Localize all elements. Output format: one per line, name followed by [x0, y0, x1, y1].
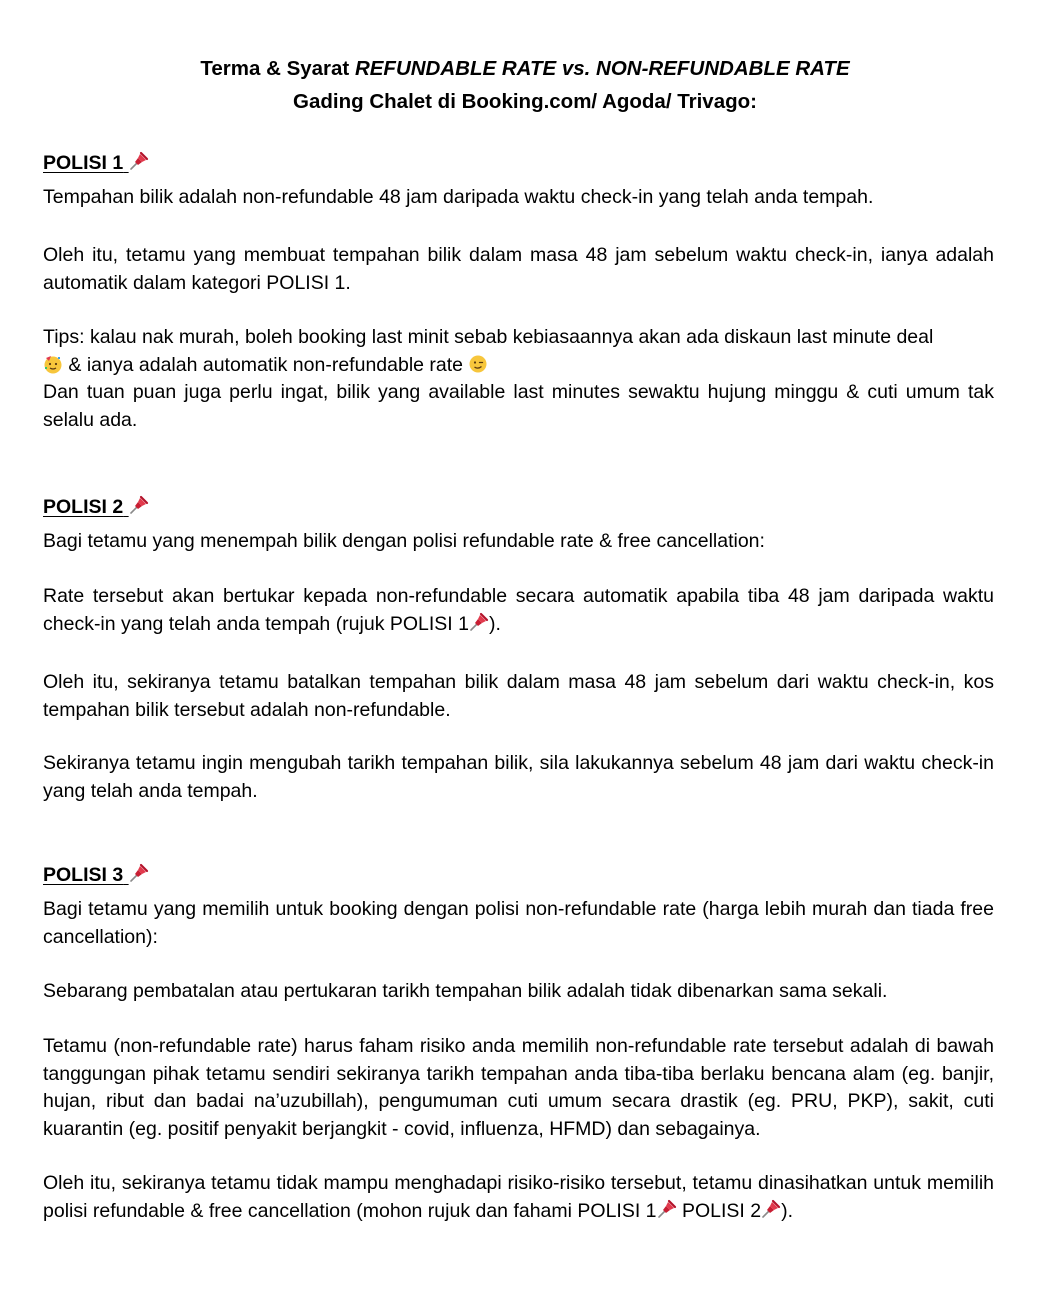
policy1-heading: POLISI 1	[43, 150, 149, 178]
policy3-paragraph-1: Bagi tetamu yang memilih untuk booking dengan polisi non-refundable rate (harga lebih murah dan tiada free cancellation):	[43, 898, 994, 948]
policy2-paragraph-3: Oleh itu, sekiranya tetamu batalkan tempahan bilik dalam masa 48 jam sebelum dari waktu check-in, kos tempahan bilik tersebut adalah non-refundable.	[43, 671, 994, 721]
policy1-paragraph-2: Oleh itu, tetamu yang membuat tempahan bilik dalam masa 48 jam sebelum waktu check-in, ianya adalah automatik dalam kategori POLISI 1.	[43, 244, 994, 294]
pushpin-icon	[761, 1199, 781, 1219]
pushpin-icon	[129, 495, 149, 515]
policy3-paragraph-2: Sebarang pembatalan atau pertukaran tarikh tempahan bilik adalah tidak dibenarkan sama sekali.	[43, 980, 888, 1002]
policy3-paragraph-4: Oleh itu, sekiranya tetamu tidak mampu menghadapi risiko-risiko tersebut, tetamu dinasihatkan untuk memilih polisi refundable & free cancellation (mohon rujuk dan fahami POLISI 1 POLISI 2 ).	[43, 1172, 994, 1222]
pushpin-icon	[469, 612, 489, 632]
policy2-paragraph-2: Rate tersebut akan bertukar kepada non-refundable secara automatik apabila tiba 48 jam daripada waktu check-in yang telah anda tempah (rujuk POLISI 1 ).	[43, 585, 994, 635]
policy1-tips: Tips: kalau nak murah, boleh booking last minit sebab kebiasaannya akan ada diskaun last minute deal & ianya adalah automatik non-refundable rate Dan tuan puan juga perlu ingat, bilik yang available last minutes sewaktu hujung minggu & cuti umum tak selalu ada.	[43, 326, 994, 431]
policy2-paragraph-1: Bagi tetamu yang menempah bilik dengan polisi refundable rate & free cancellation:	[43, 530, 765, 552]
document-title-line2: Gading Chalet di Booking.com/ Agoda/ Trivago:	[293, 90, 757, 113]
winking-face-icon	[468, 354, 488, 374]
policy3-paragraph-3: Tetamu (non-refundable rate) harus faham risiko anda memilih non-refundable rate tersebut adalah di bawah tanggungan pihak tetamu sendiri sekiranya tarikh tempahan anda tiba-tiba berlaku bencana alam (eg. banjir, hujan, ribut dan badai na’uzubillah), pengumuman cuti umum secara drastik (eg. PRU, PKP), sakit, cuti kuarantin (eg. positif penyakit berjangkit - covid, influenza, HFMD) dan sebagainya.	[43, 1035, 994, 1140]
title-italic-text: REFUNDABLE RATE vs. NON-REFUNDABLE RATE	[354, 57, 850, 80]
pushpin-icon	[129, 151, 149, 171]
policy3-heading: POLISI 3	[43, 862, 149, 890]
pushpin-icon	[657, 1199, 677, 1219]
partying-face-icon	[43, 354, 63, 374]
policy2-heading: POLISI 2	[43, 494, 149, 522]
pushpin-icon	[129, 863, 149, 883]
policy1-paragraph-1: Tempahan bilik adalah non-refundable 48 jam daripada waktu check-in yang telah anda tempah.	[43, 186, 874, 208]
document-title-line1: Terma & Syarat REFUNDABLE RATE vs. NON-REFUNDABLE RATE	[200, 57, 850, 80]
policy2-paragraph-4: Sekiranya tetamu ingin mengubah tarikh tempahan bilik, sila lakukannya sebelum 48 jam dari waktu check-in yang telah anda tempah.	[43, 752, 994, 802]
